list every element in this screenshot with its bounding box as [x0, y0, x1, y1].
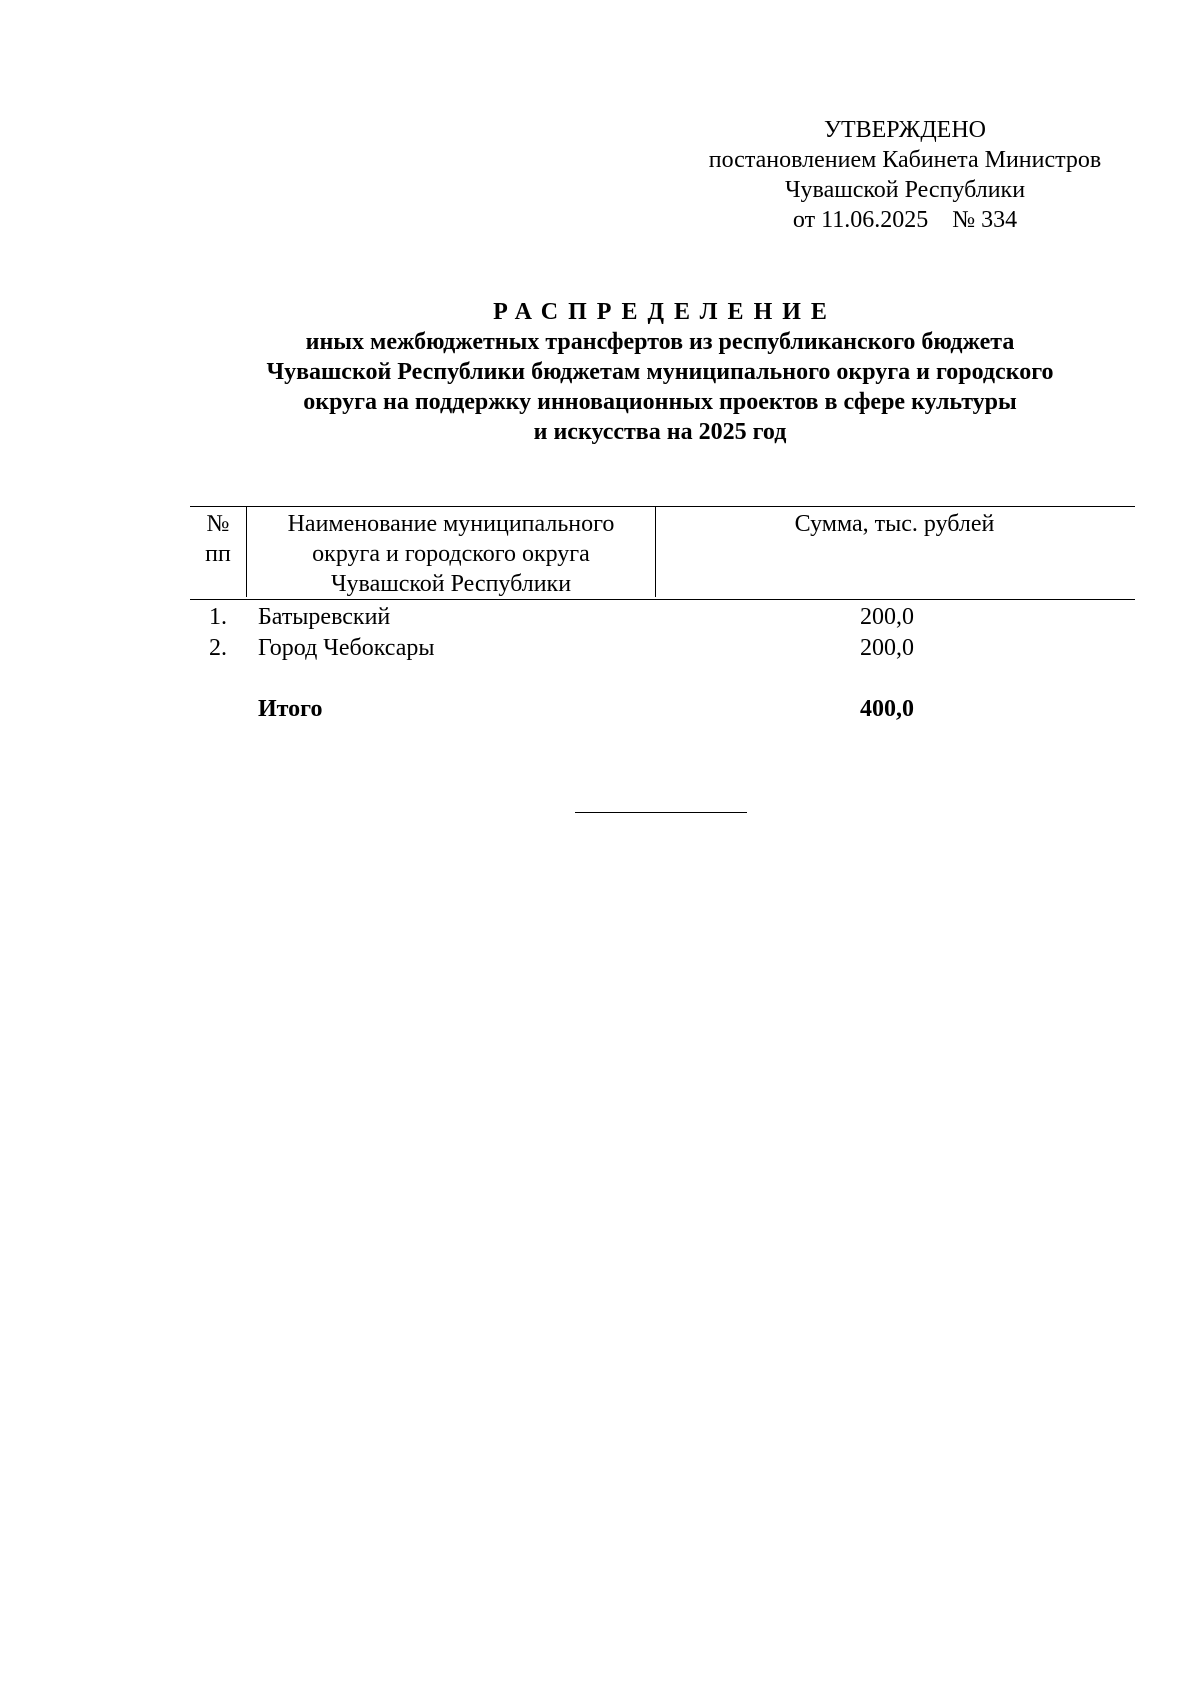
approval-stamp: [690, 115, 1120, 235]
header-number-line-1: №: [206, 511, 230, 537]
title-line-4: и искусства на 2025 год: [533, 419, 787, 445]
table-row: [190, 602, 1135, 633]
approval-heading: УТВЕРЖДЕНО: [823, 117, 987, 143]
header-sum: Сумма, тыс. рублей: [794, 511, 995, 537]
header-name-line-2: округа и городского округа: [312, 541, 590, 567]
approval-date-number: от 11.06.2025 № 334: [792, 207, 1018, 233]
title-line-3: округа на поддержку инновационных проектов в сфере культуры: [303, 389, 1017, 415]
header-name-line-3: Чувашской Республики: [330, 571, 572, 597]
distribution-table: [190, 506, 1135, 725]
row-sum: 200,0: [860, 635, 914, 661]
header-number-line-2: пп: [205, 541, 231, 567]
approval-republic: Чувашской Республики: [784, 177, 1026, 203]
header-number: [190, 509, 246, 569]
total-row: [190, 694, 1135, 725]
row-name: Город Чебоксары: [258, 635, 435, 661]
title-line-2: Чувашской Республики бюджетам муниципального округа и городского: [266, 359, 1054, 385]
row-sum: 200,0: [860, 604, 914, 630]
row-number: 2.: [209, 635, 227, 661]
document-title: [180, 297, 1140, 447]
approval-resolution: постановлением Кабинета Министров: [708, 147, 1102, 173]
table-row: [190, 633, 1135, 664]
row-name: Батыревский: [258, 604, 391, 630]
total-label: Итого: [258, 696, 323, 722]
table-header: [190, 506, 1135, 600]
title-line-1: иных межбюджетных трансфертов из республиканского бюджета: [305, 329, 1015, 355]
total-sum: 400,0: [860, 696, 914, 722]
header-name: [246, 507, 656, 597]
title-main: РАСПРЕДЕЛЕНИЕ: [493, 299, 837, 325]
header-name-line-1: Наименование муниципального: [287, 511, 615, 537]
row-number: 1.: [209, 604, 227, 630]
closing-divider: [575, 812, 747, 813]
